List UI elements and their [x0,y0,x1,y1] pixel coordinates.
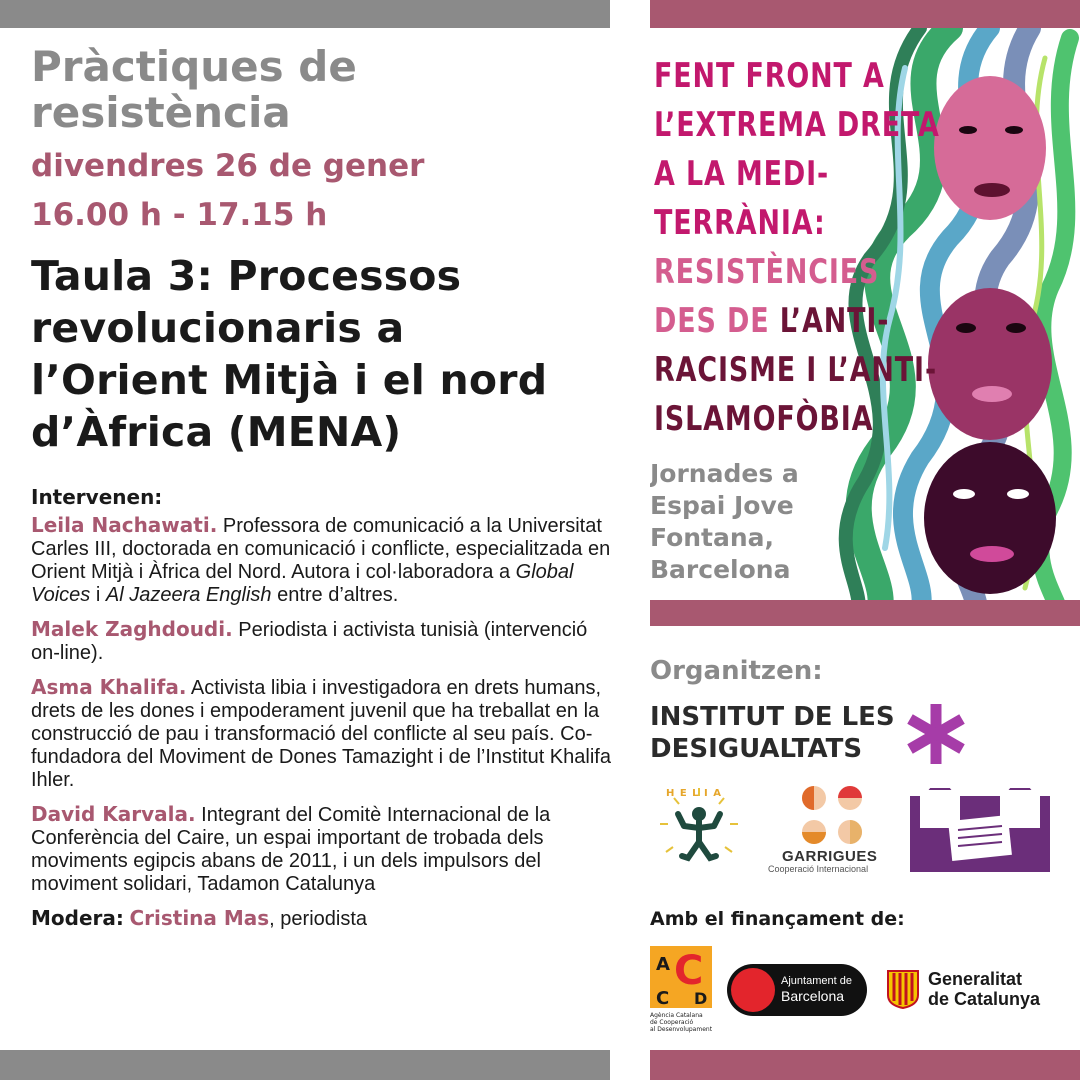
bottom-bar-right [650,1050,1080,1080]
poster-title [654,52,979,444]
accd-mark-icon [650,946,712,1008]
speaker-name: Malek Zaghdoudi. [31,617,233,641]
speaker-bio-end: entre d’altres. [271,584,399,606]
institut-desigualtats-logo [650,701,895,765]
speaker-malek [31,618,613,665]
accd-sub1: Agència Catalana [650,1012,703,1019]
institut-line2: DESIGUALTATS [650,734,863,764]
poster-line6: DES DE L’ANTI- [654,301,890,341]
generalitat-line1: Generalitat [928,969,1023,989]
speaker-name: Leila Nachawati. [31,513,218,537]
poster-line4: TERRÀNIA: [654,203,826,243]
speaker-bio-em: Al Jazeera English [105,584,272,606]
institut-line1: INSTITUT DE LES [650,702,895,732]
moderator [31,907,613,931]
poster-line1: FENT FRONT A [654,56,885,96]
event-title-line1: Pràctiques de [31,42,357,91]
speaker-name: Asma Khalifa. [31,675,187,699]
moderator-name: Cristina Mas [129,906,270,930]
poster-line8: ISLAMOFÒBIA [654,399,874,439]
svg-text:D: D [694,989,708,1008]
senyera-icon [886,969,920,1009]
helia-logo [654,784,744,874]
session-heading [31,250,547,458]
bottom-bar-left [0,1050,610,1080]
generalitat-logo [886,967,1066,1015]
event-date: divendres 26 de gener [31,148,425,184]
ajuntament-line1: Ajuntament de [781,975,852,987]
asterisk-icon [904,702,968,766]
generalitat-line2: de Catalunya [928,989,1041,1009]
helia-letters: H E L I A [666,788,722,799]
modera-label: Modera: [31,906,124,930]
speaker-asma [31,676,613,792]
poster [650,28,1080,626]
top-bar-right [650,0,1080,28]
speaker-bio-mid: i [90,584,106,606]
accd-logo [650,946,726,1038]
poster-line7: RACISME I L’ANTI- [654,350,938,390]
speaker-leila [31,514,613,607]
event-title-line2: resistència [31,88,291,137]
ajuntament-line2: Barcelona [781,988,845,1004]
speakers-block [31,486,613,942]
accd-sub3: al Desenvolupament [650,1026,713,1033]
intervenen-label: Intervenen: [31,485,163,509]
poster-line5: RESISTÈNCIES [654,252,880,292]
svg-text:C: C [674,948,704,994]
garrigues-sub: Cooperació Internacional [768,864,869,874]
moderator-role: , periodista [269,908,368,930]
funders-label: Amb el finançament de: [650,908,905,930]
ajuntament-logo [727,964,867,1016]
poster-line2: L’EXTREMA DRETA [654,105,940,145]
session-heading-line3: l’Orient Mitjà i el nord [31,356,548,404]
poster-jornades: Jornades a Espai Jove Fontana, Barcelona [650,459,799,584]
people-logo-icon [910,788,1050,872]
poster-line3: A LA MEDI- [654,154,830,194]
speaker-david [31,803,613,896]
organizers-label: Organitzen: [650,656,823,686]
speaker-bio: Professora de comunicació a la Universitat Carles III, doctorada en comunicació i conflicte, especialitzada en Orient Mitjà i Àfrica del Nord. Autora i col·laboradora a [31,515,611,583]
ajuntament-shield-icon [731,968,775,1012]
speaker-bio-em: Global Voices [31,561,574,606]
session-heading-line2: revolucionaris a [31,304,405,352]
speaker-name: David Karvala. [31,802,196,826]
speaker-bio: Periodista i activista tunisià (intervenció on-line). [31,619,588,664]
svg-text:A: A [656,954,670,975]
garrigues-circles-icon [798,784,866,846]
garrigues-name: GARRIGUES [782,848,878,865]
speaker-bio: Integrant del Comitè Internacional de la Conferència del Caire, un espai important de trobada dels moviments egipcis abans de 2011, i un dels impulsors del moviment solidari, Tadamon Catalunya [31,804,551,895]
svg-text:C: C [656,988,670,1008]
session-heading-line1: Taula 3: Processos [31,252,462,300]
event-time: 16.00 h - 17.15 h [31,197,328,233]
session-heading-line4: d’Àfrica (MENA) [31,408,402,456]
speaker-bio: Activista libia i investigadora en drets humans, drets de les dones i empoderament juvenil que ha treballat en la construcció de pau i transformació del conflicte al seu país. Co-fundadora del Moviment de Dones Tamazight i de l’Institut Khalifa Ihler. [31,677,611,791]
top-bar-left [0,0,610,28]
event-title [31,44,357,136]
accd-sub2: de Cooperació [650,1019,694,1026]
poster-bottom-band [650,600,1080,626]
garrigues-logo [762,784,902,876]
